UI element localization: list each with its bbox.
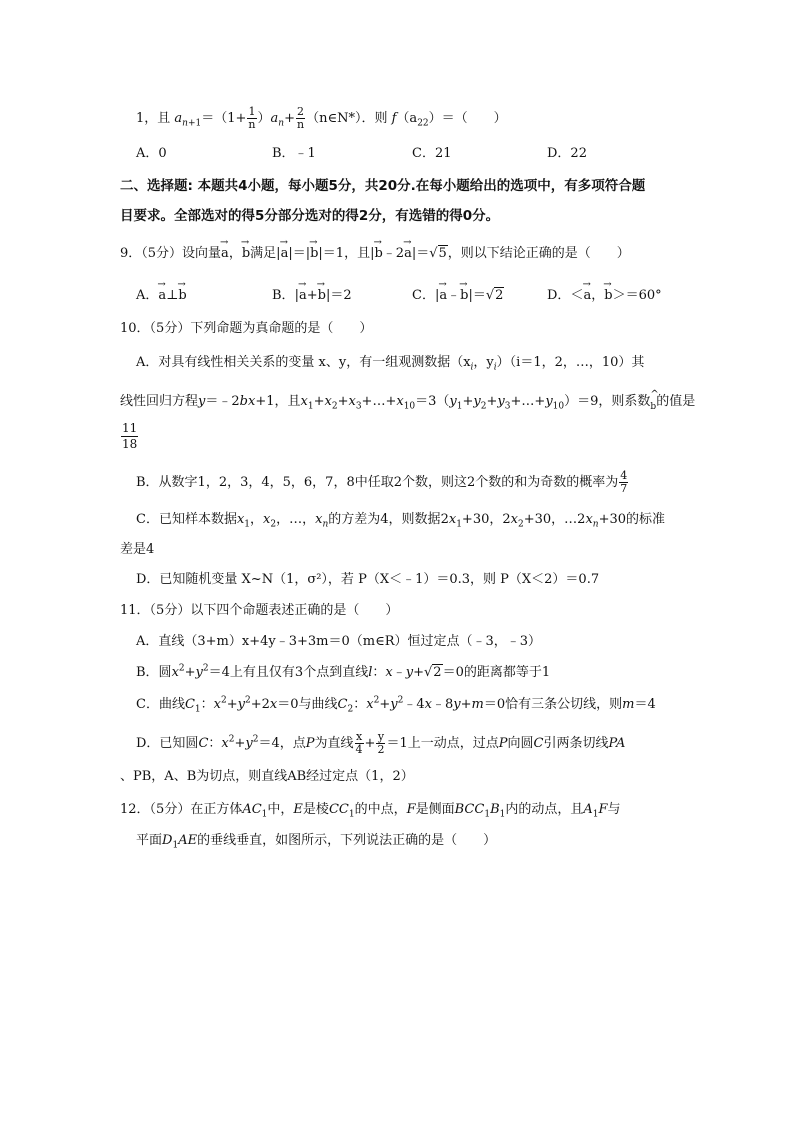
q11-stem: 11．（5分）以下四个命题表述正确的是（ ） [120, 603, 399, 618]
q10-option-a-fraction: $\frac{11}{18}$ [122, 421, 138, 451]
q10-option-b: B．从数字1，2，3，4，5，6，7，8中任取2个数，则这2个数的和为奇数的概率为 $\frac{4}{7}$ [136, 469, 628, 495]
q9-option-b: B．|→ a+→ b|＝2 [272, 287, 352, 305]
q11-option-d-line2: 、PB，A、B为切点，则直线AB经过定点（1，2） [120, 769, 414, 784]
q8-stem-c: （a [396, 111, 418, 126]
q10-option-a-line2: 线性回归方程y＝﹣2bx+1，且$x_1+x_2+x_3+\dots+x_{10}=3(y_1+y_2+y_3+\dots+y_{10})=9$，则系数$_b$的值是 [120, 394, 696, 412]
q8-stem-d: ）＝（ ） [428, 111, 507, 126]
q8-option-c: C．21 [412, 146, 452, 161]
q10-stem: 10．（5分）下列命题为真命题的是（ ） [120, 321, 373, 336]
q9-option-a: A．→ a⊥→ b [136, 287, 187, 305]
q9-mid: 满足 [250, 246, 277, 261]
q12-stem-line2: 平面$D_1AE$的垂线垂直，如图所示，下列说法正确的是（ ） [136, 833, 497, 851]
q8-option-d: D．22 [547, 146, 587, 161]
q11-option-c: C．曲线$C_1$：$x^2+y^2+2x=0$与曲线$C_2$：$x^2+y^2﹣4x﹣8y+m=0$恰有三条公切线，则m＝4 [136, 695, 656, 715]
q8-option-a: A．0 [136, 146, 167, 161]
q9-stem: 9．（5分）设向量→ a，→ b满足|→ a|＝|→ b|＝1，且|→ b﹣2→ a|＝√5，则以下结论正确的是（ ） [120, 245, 630, 263]
q9-option-c: C．|→ a﹣→ b|＝√2 [412, 287, 504, 305]
q10-option-c-line1: C．已知样本数据$x_1$，$x_2$，…，$x_n$的方差为4，则数据$2x_1+30$，$2x_2+30$，$\dots 2x_n+30$的标准 [136, 512, 666, 530]
q12-stem-line1: 12．（5分）在正方体$AC_1$中，E是棱$CC_1$的中点，F是侧面$BCC_1B_1$内的动点，且$A_1F$与 [120, 802, 621, 820]
q10-option-d: D．已知随机变量 X~N（1，σ²），若 P（X＜﹣1）＝0.3，则 P（X＜2）＝0.7 [136, 572, 600, 587]
q8-stem-a: 1，且 [136, 111, 175, 126]
q8-option-b: B．﹣1 [272, 146, 316, 161]
q9-tail: ，则以下结论正确的是（ ） [447, 246, 630, 261]
q11-option-b: B．圆$x^2+y^2=4$上有且仅有3个点到直线l：x﹣y+√2＝0的距离都等于1 [136, 663, 551, 680]
fraction: $\frac{2}{n}$ [297, 105, 305, 131]
q8-stem: 1，且 $a_{n+1}=(1+$ $\frac{1}{n}$ ）$a_n+$ $\frac{2}{n}$ （n∈N*）．则 $f(a_{22})=$（ ） [136, 105, 507, 131]
q9-option-d: D．＜→ a，→ b＞＝60° [547, 287, 662, 305]
section-heading-line2: 目要求。全部选对的得5分部分选对的得2分，有选错的得0分。 [120, 208, 500, 224]
q8-stem-b: （n∈N*）．则 [306, 111, 392, 126]
q11-option-a: A．直线（3+m）x+4y﹣3+3m＝0（m∈R）恒过定点（﹣3，﹣3） [136, 634, 542, 649]
q10-option-a-line1: A．对具有线性相关关系的变量 x、y，有一组观测数据（$x_i$，$y_i)(i=1$，2，…，10）其 [136, 355, 645, 373]
q11-option-d-line1: D．已知圆C：$x^2+y^2=4$，点P为直线 $\frac{x}{4}$ + $\frac{y}{2}$ ＝1上一动点，过点P向圆C引两条切线PA [136, 730, 626, 756]
fraction: $\frac{1}{n}$ [248, 105, 256, 131]
section-heading-line1: 二、选择题: 本题共4小题，每小题5分，共20分.在每小题给出的选项中，有多项符合题 [120, 178, 646, 194]
q10-option-c-line2: 差是4 [120, 542, 155, 557]
q9-prefix: 9．（5分）设向量 [120, 246, 222, 261]
